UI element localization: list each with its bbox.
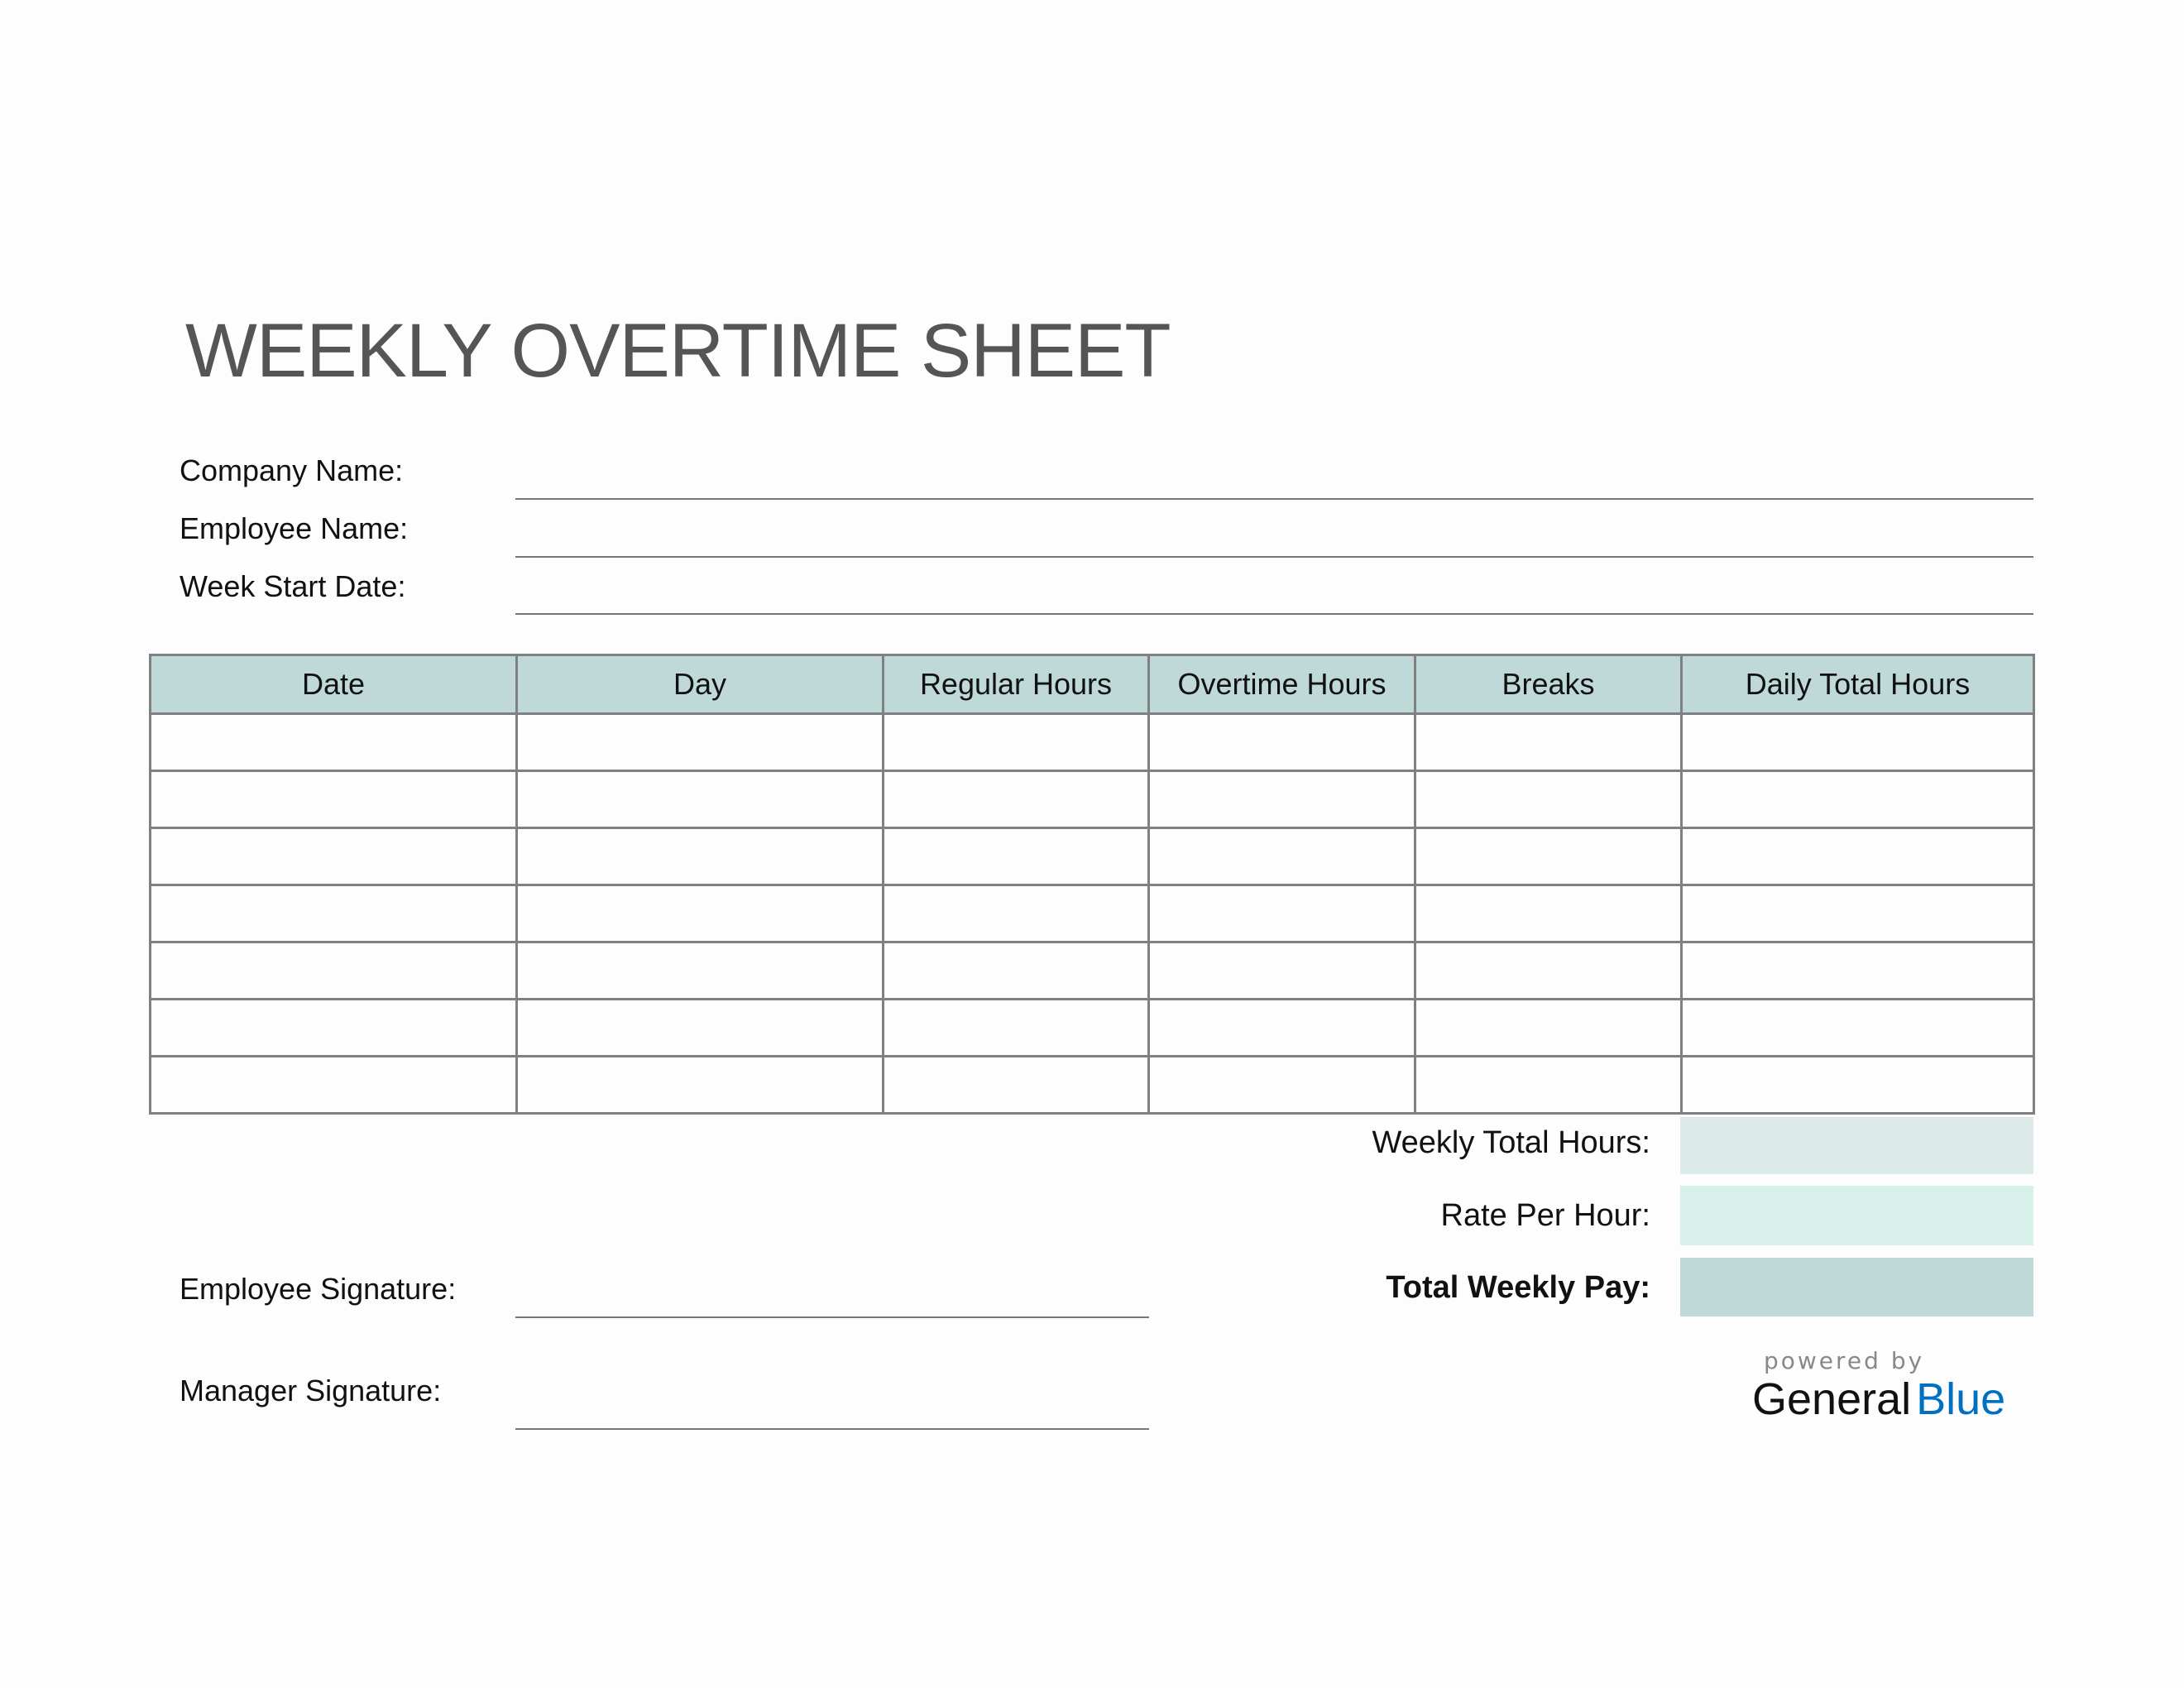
col-breaks: Breaks — [1415, 655, 1682, 714]
table-cell[interactable] — [517, 942, 884, 1000]
col-date: Date — [151, 655, 517, 714]
col-day: Day — [517, 655, 884, 714]
table-cell[interactable] — [884, 714, 1149, 771]
table-cell[interactable] — [1149, 828, 1415, 885]
table-cell[interactable] — [1415, 714, 1682, 771]
table-row — [151, 771, 2034, 828]
table-cell[interactable] — [151, 1000, 517, 1057]
col-overtime-hours: Overtime Hours — [1149, 655, 1415, 714]
table-cell[interactable] — [1149, 1000, 1415, 1057]
table-cell[interactable] — [517, 885, 884, 942]
table-cell[interactable] — [1415, 828, 1682, 885]
table-cell[interactable] — [517, 771, 884, 828]
table-row — [151, 942, 2034, 1000]
table-cell[interactable] — [151, 885, 517, 942]
table-cell[interactable] — [884, 1000, 1149, 1057]
page-title: WEEKLY OVERTIME SHEET — [185, 309, 1171, 393]
table-cell[interactable] — [151, 771, 517, 828]
logo-general: General — [1752, 1374, 1912, 1424]
table-cell[interactable] — [517, 828, 884, 885]
company-name-field[interactable] — [515, 498, 2033, 500]
total-weekly-pay-field[interactable] — [1680, 1258, 2033, 1316]
col-regular-hours: Regular Hours — [884, 655, 1149, 714]
table-row — [151, 885, 2034, 942]
table-cell[interactable] — [1415, 771, 1682, 828]
overtime-table — [149, 654, 2035, 1115]
table-cell[interactable] — [151, 828, 517, 885]
generalblue-logo — [1752, 1374, 2005, 1425]
table-cell[interactable] — [517, 1057, 884, 1114]
employee-signature-label: Employee Signature: — [180, 1272, 457, 1306]
table-cell[interactable] — [1415, 1057, 1682, 1114]
table-cell[interactable] — [1149, 771, 1415, 828]
table-cell[interactable] — [884, 942, 1149, 1000]
table-row — [151, 714, 2034, 771]
col-daily-total-hours: Daily Total Hours — [1682, 655, 2034, 714]
weekly-total-hours-field[interactable] — [1680, 1117, 2033, 1174]
table-cell[interactable] — [884, 771, 1149, 828]
table-cell[interactable] — [1415, 1000, 1682, 1057]
weekly-total-hours-label: Weekly Total Hours: — [1372, 1125, 1650, 1160]
table-row — [151, 1057, 2034, 1114]
table-header-row — [151, 655, 2034, 714]
table-cell[interactable] — [1149, 885, 1415, 942]
table-cell[interactable] — [1682, 1057, 2034, 1114]
table-cell[interactable] — [1682, 1000, 2034, 1057]
powered-by-text: powered by — [1764, 1347, 1925, 1374]
total-weekly-pay-label: Total Weekly Pay: — [1386, 1270, 1650, 1305]
table-cell[interactable] — [1149, 942, 1415, 1000]
logo-blue: Blue — [1916, 1374, 2006, 1424]
table-cell[interactable] — [151, 942, 517, 1000]
table-cell[interactable] — [151, 714, 517, 771]
company-name-label: Company Name: — [180, 453, 404, 487]
table-cell[interactable] — [517, 1000, 884, 1057]
table-cell[interactable] — [1682, 828, 2034, 885]
week-start-date-field[interactable] — [515, 613, 2033, 615]
manager-signature-field[interactable] — [515, 1428, 1149, 1430]
rate-per-hour-field[interactable] — [1680, 1186, 2033, 1245]
table-cell[interactable] — [1149, 714, 1415, 771]
table-cell[interactable] — [1682, 942, 2034, 1000]
employee-signature-field[interactable] — [515, 1316, 1149, 1318]
table-cell[interactable] — [1682, 771, 2034, 828]
table-cell[interactable] — [1682, 714, 2034, 771]
table-cell[interactable] — [1682, 885, 2034, 942]
manager-signature-label: Manager Signature: — [180, 1374, 442, 1407]
rate-per-hour-label: Rate Per Hour: — [1440, 1198, 1650, 1233]
table-row — [151, 1000, 2034, 1057]
employee-name-field[interactable] — [515, 556, 2033, 558]
table-cell[interactable] — [1415, 885, 1682, 942]
table-cell[interactable] — [884, 885, 1149, 942]
table-cell[interactable] — [517, 714, 884, 771]
table-row — [151, 828, 2034, 885]
employee-name-label: Employee Name: — [180, 511, 409, 545]
table-cell[interactable] — [884, 828, 1149, 885]
table-cell[interactable] — [151, 1057, 517, 1114]
table-cell[interactable] — [1415, 942, 1682, 1000]
week-start-date-label: Week Start Date: — [180, 569, 406, 603]
table-cell[interactable] — [884, 1057, 1149, 1114]
table-cell[interactable] — [1149, 1057, 1415, 1114]
